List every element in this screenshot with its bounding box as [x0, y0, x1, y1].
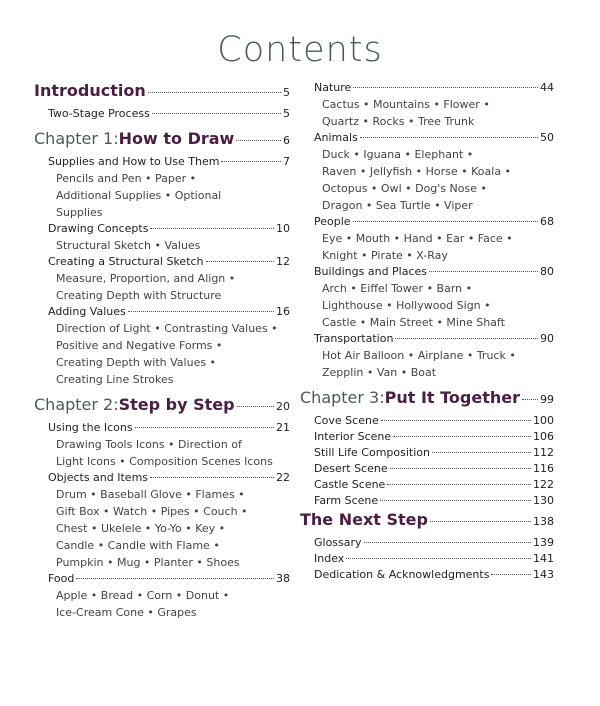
page-number: 50	[540, 131, 554, 144]
toc-subtopics: Duck • Iguana • Elephant •	[322, 148, 474, 161]
dot-leader	[150, 477, 274, 478]
page-number: 143	[533, 568, 554, 581]
chapter-prefix: Chapter 1:	[34, 129, 119, 148]
entry-title: Transportation	[314, 332, 394, 345]
page-number: 16	[276, 305, 290, 318]
entry-title: Two-Stage Process	[48, 107, 150, 120]
entry-title: Objects and Items	[48, 471, 149, 484]
entry-title: How to Draw	[118, 129, 235, 148]
toc-section-entry[interactable]	[34, 304, 290, 320]
entry-title: Castle Scene	[314, 478, 386, 491]
page-number: 138	[533, 515, 554, 528]
toc-subtopics: Direction of Light • Contrasting Values •	[56, 322, 278, 335]
toc-subtopics: Lighthouse • Hollywood Sign •	[322, 299, 491, 312]
toc-section-entry[interactable]	[300, 264, 554, 280]
dot-leader	[390, 468, 531, 469]
page-number: 20	[276, 400, 290, 413]
toc-section-entry[interactable]	[34, 221, 290, 237]
entry-title: Interior Scene	[314, 430, 392, 443]
toc-section-entry[interactable]	[300, 413, 554, 429]
toc-subtopics: Drawing Tools Icons • Direction of	[56, 438, 242, 451]
toc-section-entry[interactable]	[34, 254, 290, 270]
dot-leader	[432, 452, 531, 453]
dot-leader	[135, 427, 274, 428]
dot-leader	[346, 558, 531, 559]
page-number: 100	[533, 414, 554, 427]
entry-title: Cove Scene	[314, 414, 379, 427]
dot-leader	[364, 542, 531, 543]
toc-subtopics: Creating Depth with Values •	[56, 356, 217, 369]
toc-section-entry[interactable]	[34, 571, 290, 587]
toc-subtopics: Octopus • Owl • Dog's Nose •	[322, 182, 487, 195]
toc-subtopics: Ice-Cream Cone • Grapes	[56, 606, 197, 619]
toc-subtopics: Quartz • Rocks • Tree Trunk	[322, 115, 475, 128]
dot-leader	[381, 420, 531, 421]
page-number: 112	[533, 446, 554, 459]
entry-title: Farm Scene	[314, 494, 379, 507]
entry-title: Creating a Structural Sketch	[48, 255, 204, 268]
toc-subtopics: Pencils and Pen • Paper •	[56, 172, 197, 185]
toc-section-entry[interactable]	[34, 154, 290, 170]
entry-title: Buildings and Places	[314, 265, 428, 278]
entry-title: The Next Step	[300, 510, 428, 529]
dot-leader	[360, 137, 538, 138]
entry-title: Glossary	[314, 536, 362, 549]
toc-subtopics: Chest • Ukelele • Yo-Yo • Key •	[56, 522, 226, 535]
page-number: 7	[283, 155, 290, 168]
toc-subtopics: Gift Box • Watch • Pipes • Couch •	[56, 505, 248, 518]
page-number: 106	[533, 430, 554, 443]
page-number: 38	[276, 572, 290, 585]
dot-leader	[429, 271, 538, 272]
toc-subtopics: Measure, Proportion, and Align •	[56, 272, 236, 285]
entry-title: Food	[48, 572, 75, 585]
page-number: 21	[276, 421, 290, 434]
entry-title: People	[314, 215, 351, 228]
toc-section-entry[interactable]	[300, 130, 554, 146]
page-number: 141	[533, 552, 554, 565]
page-number: 80	[540, 265, 554, 278]
dot-leader	[76, 578, 274, 579]
chapter-prefix: Chapter 3:	[300, 388, 385, 407]
page-number: 44	[540, 81, 554, 94]
entry-title: Index	[314, 552, 345, 565]
toc-subtopics: Positive and Negative Forms •	[56, 339, 223, 352]
entry-title: Animals	[314, 131, 358, 144]
dot-leader	[395, 338, 538, 339]
page-number: 130	[533, 494, 554, 507]
page-number: 5	[283, 86, 290, 99]
toc-part-entry[interactable]	[300, 509, 554, 533]
toc-subtopics: Additional Supplies • Optional	[56, 189, 222, 202]
dot-leader	[128, 311, 274, 312]
toc-section-entry[interactable]	[34, 106, 290, 122]
dot-leader	[522, 399, 538, 400]
dot-leader	[353, 87, 538, 88]
page-number: 22	[276, 471, 290, 484]
entry-title: Desert Scene	[314, 462, 388, 475]
page-number: 99	[540, 393, 554, 406]
entry-title: Still Life Composition	[314, 446, 430, 459]
toc-section-entry[interactable]	[300, 80, 554, 96]
entry-title: Nature	[314, 81, 352, 94]
toc-section-entry[interactable]	[300, 551, 554, 567]
toc-part-entry[interactable]	[34, 80, 290, 104]
page-number: 12	[276, 255, 290, 268]
toc-subtopics: Cactus • Mountains • Flower •	[322, 98, 490, 111]
dot-leader	[148, 92, 281, 93]
page-number: 90	[540, 332, 554, 345]
toc-subtopics: Hot Air Balloon • Airplane • Truck •	[322, 349, 516, 362]
page-title: Contents	[217, 30, 383, 70]
toc-subtopics: Creating Depth with Structure	[56, 289, 222, 302]
page-number: 116	[533, 462, 554, 475]
toc-subtopics: Drum • Baseball Glove • Flames •	[56, 488, 245, 501]
toc-left-column	[34, 80, 290, 621]
page-number: 139	[533, 536, 554, 549]
dot-leader	[387, 484, 531, 485]
entry-title: Introduction	[34, 81, 146, 100]
toc-chapter-entry[interactable]	[34, 128, 290, 152]
toc-section-entry[interactable]	[300, 214, 554, 230]
toc-subtopics: Knight • Pirate • X-Ray	[322, 249, 448, 262]
toc-chapter-entry[interactable]	[300, 387, 554, 411]
dot-leader	[491, 574, 531, 575]
dot-leader	[380, 500, 531, 501]
toc-subtopics: Dragon • Sea Turtle • Viper	[322, 199, 473, 212]
toc-subtopics: Creating Line Strokes	[56, 373, 174, 386]
entry-title: Drawing Concepts	[48, 222, 149, 235]
page-number: 68	[540, 215, 554, 228]
toc-chapter-entry[interactable]	[34, 394, 290, 418]
toc-section-entry[interactable]	[300, 331, 554, 347]
dot-leader	[221, 161, 281, 162]
toc-subtopics: Raven • Jellyfish • Horse • Koala •	[322, 165, 512, 178]
toc-subtopics: Castle • Main Street • Mine Shaft	[322, 316, 505, 329]
entry-title: Step by Step	[118, 395, 235, 414]
dot-leader	[237, 406, 274, 407]
chapter-prefix: Chapter 2:	[34, 395, 119, 414]
page-number: 10	[276, 222, 290, 235]
dot-leader	[150, 228, 274, 229]
dot-leader	[393, 436, 531, 437]
toc-section-entry[interactable]	[300, 477, 554, 493]
entry-title: Supplies and How to Use Them	[48, 155, 220, 168]
toc-section-entry[interactable]	[300, 567, 554, 583]
entry-title: Using the Icons	[48, 421, 133, 434]
entry-title: Put It Together	[384, 388, 520, 407]
toc-subtopics: Eye • Mouth • Hand • Ear • Face •	[322, 232, 513, 245]
toc-subtopics: Supplies	[56, 206, 103, 219]
dot-leader	[430, 521, 531, 522]
toc-right-column	[300, 80, 554, 583]
toc-section-entry[interactable]	[300, 429, 554, 445]
toc-section-entry[interactable]	[34, 470, 290, 486]
page-number: 122	[533, 478, 554, 491]
page-number: 5	[283, 107, 290, 120]
dot-leader	[353, 221, 538, 222]
entry-title: Adding Values	[48, 305, 126, 318]
toc-subtopics: Zepplin • Van • Boat	[322, 366, 437, 379]
toc-subtopics: Apple • Bread • Corn • Donut •	[56, 589, 230, 602]
toc-section-entry[interactable]	[34, 420, 290, 436]
toc-subtopics: Candle • Candle with Flame •	[56, 539, 220, 552]
toc-section-entry[interactable]	[300, 445, 554, 461]
entry-title: Dedication & Acknowledgments	[314, 568, 490, 581]
page-number: 6	[283, 134, 290, 147]
toc-subtopics: Light Icons • Composition Scenes Icons	[56, 455, 273, 468]
dot-leader	[236, 140, 281, 141]
toc-subtopics: Arch • Eiffel Tower • Barn •	[322, 282, 473, 295]
toc-subtopics: Structural Sketch • Values	[56, 239, 201, 252]
toc-section-entry[interactable]	[300, 535, 554, 551]
toc-section-entry[interactable]	[300, 461, 554, 477]
dot-leader	[152, 113, 281, 114]
toc-section-entry[interactable]	[300, 493, 554, 509]
dot-leader	[206, 261, 274, 262]
toc-subtopics: Pumpkin • Mug • Planter • Shoes	[56, 556, 240, 569]
